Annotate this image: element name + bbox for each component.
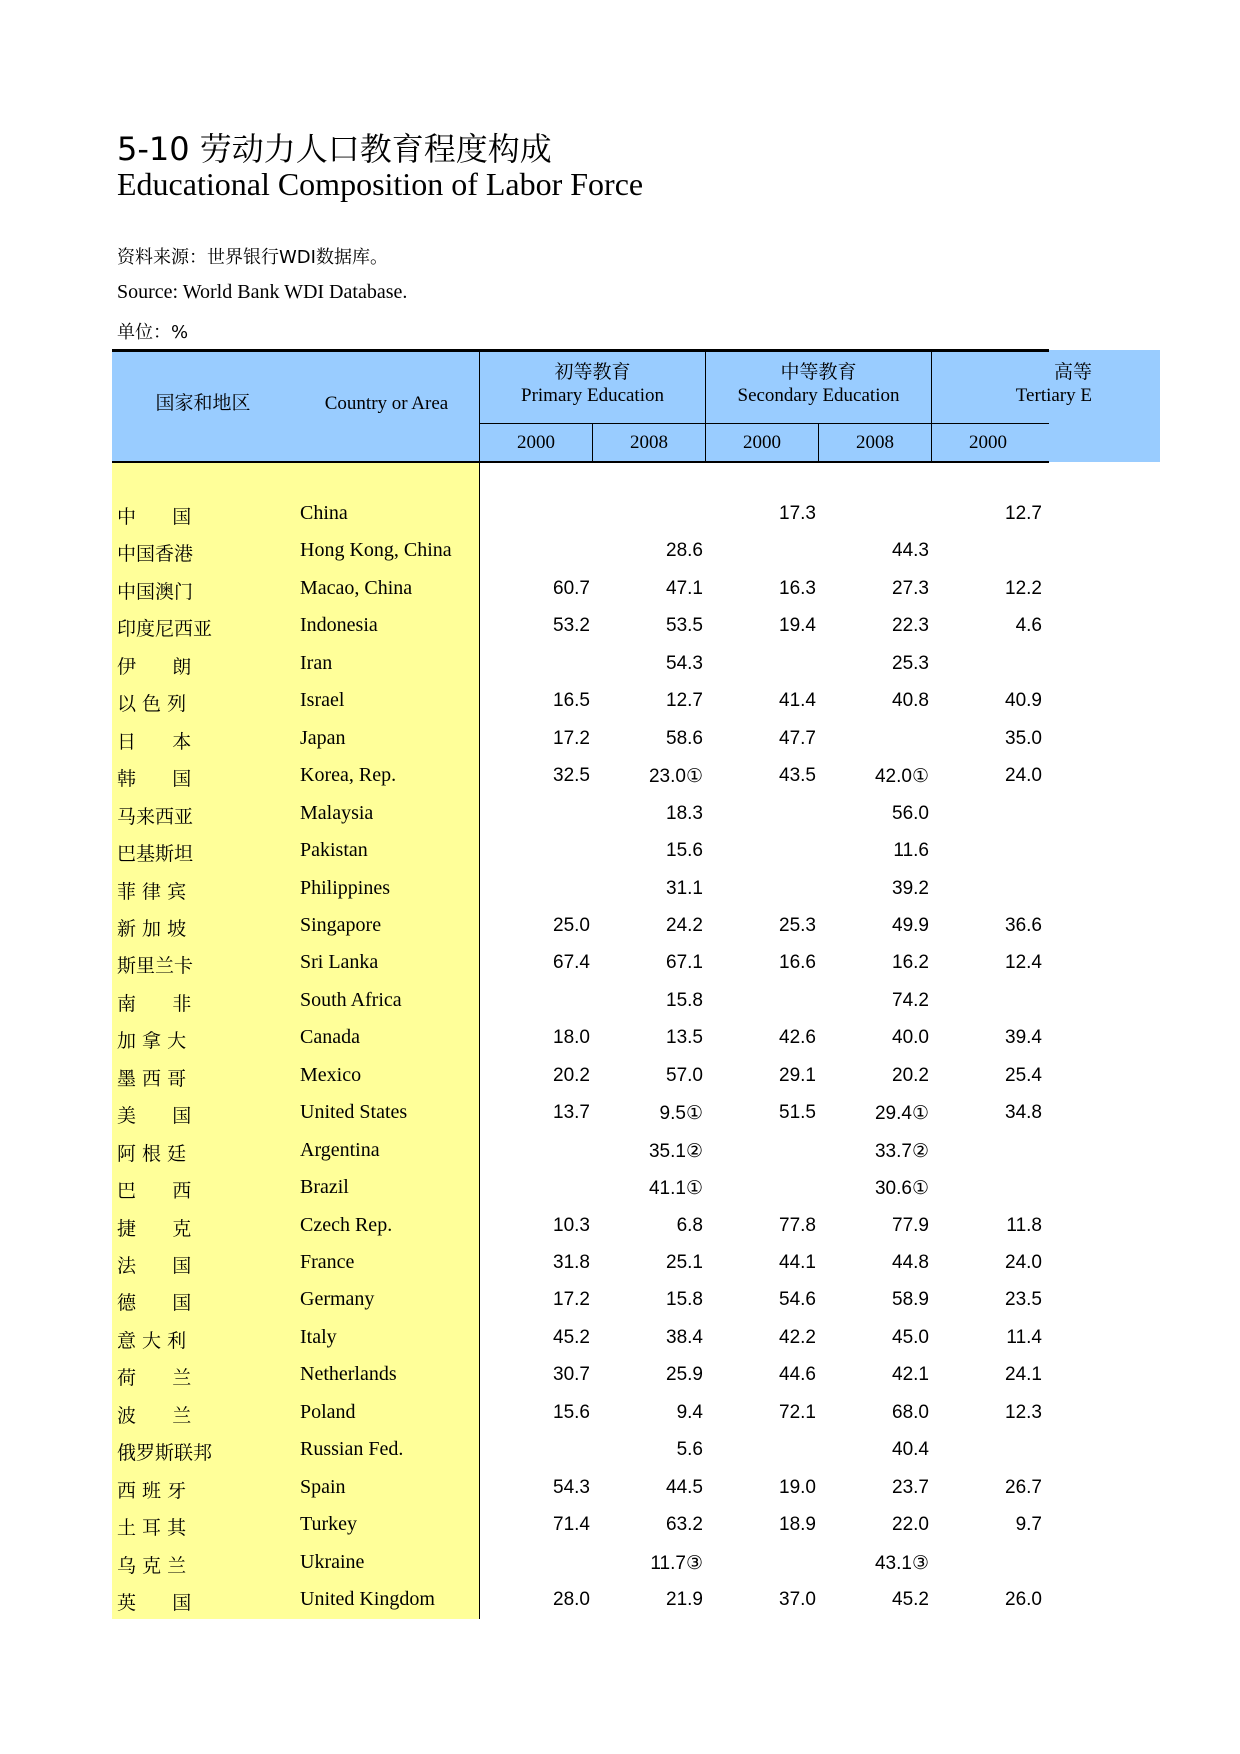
table-row (0, 684, 1240, 721)
row-region-cn: 西 班 牙 (117, 1479, 187, 1502)
row-value: 36.6 (1005, 914, 1042, 936)
row-value: 24.1 (1005, 1364, 1042, 1386)
source-note-en: Source: World Bank WDI Database. (117, 281, 408, 303)
row-value: 25.0 (553, 914, 590, 936)
table-row (0, 1358, 1240, 1395)
table-row (0, 797, 1240, 834)
row-value: 12.2 (1005, 577, 1042, 599)
row-value: 20.2 (553, 1064, 590, 1086)
row-value: 24.0 (1005, 765, 1042, 787)
table-row (0, 1471, 1240, 1508)
row-value: 11.8 (1006, 1214, 1042, 1236)
row-value: 41.1① (648, 1178, 703, 1200)
row-region-cn: 捷 克 (117, 1217, 192, 1240)
row-region-cn: 巴 西 (117, 1180, 192, 1203)
row-region-en: United Kingdom (300, 1588, 435, 1611)
row-value: 60.7 (553, 577, 590, 599)
row-value: 54.3 (553, 1476, 590, 1498)
row-region-en: Mexico (300, 1063, 362, 1086)
row-value: 23.5 (1005, 1289, 1042, 1311)
row-region-en: Japan (300, 726, 346, 749)
row-region-cn: 加 拿 大 (117, 1030, 187, 1053)
row-region-en: Netherlands (300, 1363, 397, 1386)
row-region-en: Spain (300, 1475, 346, 1498)
row-value: 10.3 (553, 1214, 590, 1236)
table-title-cn: 5-10 劳动力人口教育程度构成 (117, 130, 552, 168)
row-value: 19.0 (779, 1476, 816, 1498)
row-value: 44.1 (779, 1252, 816, 1273)
row-value: 21.9 (666, 1589, 703, 1611)
table-row (0, 722, 1240, 759)
row-region-cn: 南 非 (117, 992, 192, 1015)
row-value: 12.7 (1005, 503, 1042, 524)
row-region-en: China (300, 502, 348, 524)
row-value: 45.2 (892, 1589, 929, 1611)
table-row (0, 1583, 1240, 1620)
table-row (0, 909, 1240, 946)
table-row (0, 1321, 1240, 1358)
row-region-cn: 阿 根 廷 (117, 1142, 187, 1165)
row-value: 12.7 (666, 690, 703, 712)
row-value: 16.3 (779, 577, 816, 599)
header-region-cn: 国家和地区 (155, 392, 251, 414)
row-value: 28.6 (666, 540, 703, 562)
unit-note: 单位：% (117, 322, 189, 343)
row-region-en: Hong Kong, China (300, 539, 452, 562)
row-region-en: Sri Lanka (300, 951, 379, 974)
row-value: 15.8 (666, 1289, 703, 1311)
table-row (0, 1209, 1240, 1246)
row-value: 23.7 (892, 1476, 929, 1498)
row-value: 18.3 (666, 802, 703, 824)
row-value: 43.5 (779, 765, 816, 787)
row-region-cn: 乌 克 兰 (117, 1554, 187, 1577)
table-row (0, 1021, 1240, 1058)
row-region-cn: 土 耳 其 (117, 1517, 187, 1540)
row-value: 25.3 (779, 914, 816, 936)
row-region-en: Ukraine (300, 1550, 365, 1573)
row-region-en: South Africa (300, 988, 402, 1011)
table-title-en: Educational Composition of Labor Force (117, 166, 644, 202)
row-value: 22.3 (892, 615, 929, 637)
row-region-en: Korea, Rep. (300, 764, 397, 787)
row-region-cn: 墨 西 哥 (117, 1067, 187, 1090)
row-value: 67.1 (666, 952, 703, 974)
header-year: 2000 (969, 432, 1007, 453)
row-region-cn: 巴基斯坦 (117, 843, 194, 866)
row-region-en: Israel (300, 689, 345, 712)
row-value: 31.8 (553, 1252, 590, 1273)
row-region-cn: 意 大 利 (117, 1329, 187, 1352)
row-region-en: Indonesia (300, 614, 378, 637)
row-value: 44.8 (892, 1252, 929, 1273)
row-value: 77.9 (892, 1214, 929, 1236)
row-value: 16.5 (553, 690, 590, 712)
row-region-en: Philippines (300, 876, 391, 899)
row-region-cn: 俄罗斯联邦 (117, 1442, 213, 1465)
row-value: 40.8 (892, 690, 929, 712)
table-row (0, 872, 1240, 909)
row-region-en: Brazil (300, 1176, 349, 1199)
header-year: 2000 (517, 432, 555, 453)
row-value: 11.4 (1006, 1326, 1042, 1348)
row-region-en: Czech Rep. (300, 1213, 393, 1236)
row-value: 20.2 (892, 1064, 929, 1086)
row-region-cn: 以 色 列 (117, 693, 187, 716)
row-value: 42.6 (779, 1027, 816, 1049)
table-row (0, 1546, 1240, 1583)
row-value: 45.2 (553, 1326, 590, 1348)
row-value: 54.6 (779, 1289, 816, 1311)
row-value: 13.5 (666, 1027, 703, 1049)
row-value: 35.1② (648, 1140, 703, 1162)
row-region-en: Turkey (300, 1513, 358, 1536)
row-value: 32.5 (553, 765, 590, 787)
row-value: 77.8 (779, 1214, 816, 1236)
row-value: 19.4 (779, 615, 816, 637)
row-region-en: Macao, China (300, 576, 413, 599)
row-value: 42.0① (874, 766, 929, 788)
table-row (0, 1396, 1240, 1433)
row-value: 37.0 (779, 1589, 816, 1611)
row-region-en: Canada (300, 1026, 360, 1049)
source-note-cn: 资料来源：世界银行WDI数据库。 (117, 247, 388, 268)
row-value: 25.4 (1005, 1064, 1042, 1086)
table-row (0, 1171, 1240, 1208)
row-value: 16.6 (779, 952, 816, 974)
row-region-cn: 印度尼西亚 (117, 618, 213, 641)
row-value: 39.4 (1005, 1027, 1042, 1049)
row-value: 68.0 (892, 1401, 929, 1423)
row-value: 13.7 (553, 1102, 590, 1124)
row-value: 25.3 (892, 652, 929, 674)
table-row (0, 1508, 1240, 1545)
header-region-en: Country or Area (324, 393, 449, 414)
row-value: 29.1 (779, 1064, 816, 1086)
row-region-cn: 波 兰 (117, 1404, 192, 1427)
row-value: 30.7 (553, 1364, 590, 1386)
row-value: 47.1 (666, 577, 703, 599)
row-value: 23.0① (648, 766, 703, 788)
header-year: 2008 (630, 432, 668, 453)
row-value: 44.3 (892, 540, 929, 562)
row-value: 40.4 (892, 1439, 929, 1461)
row-value: 71.4 (553, 1514, 590, 1536)
row-value: 15.6 (666, 840, 703, 862)
table-row (0, 984, 1240, 1021)
row-value: 40.9 (1005, 690, 1042, 712)
row-region-cn: 中 国 (117, 506, 192, 528)
row-value: 9.7 (1015, 1514, 1042, 1536)
row-value: 31.1 (666, 877, 703, 899)
row-value: 49.9 (892, 914, 929, 936)
table-row (0, 1433, 1240, 1470)
row-region-en: France (300, 1251, 355, 1273)
table-row (0, 647, 1240, 684)
table-row (0, 534, 1240, 571)
row-value: 41.4 (779, 690, 816, 712)
row-value: 42.2 (779, 1326, 816, 1348)
row-region-en: Russian Fed. (300, 1438, 404, 1461)
table-row (0, 1134, 1240, 1171)
header-tertiary-clip (932, 350, 1092, 422)
row-region-cn: 菲 律 宾 (117, 880, 187, 903)
row-value: 58.6 (666, 727, 703, 749)
row-value: 12.3 (1005, 1401, 1042, 1423)
row-region-cn: 斯里兰卡 (117, 955, 194, 978)
row-value: 29.4① (874, 1103, 929, 1125)
header-year: 2000 (743, 432, 781, 453)
row-value: 11.6 (893, 840, 929, 862)
row-value: 63.2 (666, 1514, 703, 1536)
row-value: 47.7 (779, 727, 816, 749)
row-value: 24.0 (1005, 1252, 1042, 1273)
table-row (0, 1283, 1240, 1320)
row-value: 25.1 (666, 1252, 703, 1273)
row-region-cn: 马来西亚 (117, 805, 194, 828)
table-row (0, 1096, 1240, 1133)
row-value: 35.0 (1005, 727, 1042, 749)
row-region-en: Iran (300, 651, 333, 674)
row-region-en: Pakistan (300, 839, 368, 862)
table-row (0, 759, 1240, 796)
row-value: 18.9 (779, 1514, 816, 1536)
row-value: 4.6 (1015, 615, 1042, 637)
row-region-cn: 日 本 (117, 730, 192, 753)
row-value: 27.3 (892, 577, 929, 599)
row-value: 25.9 (666, 1364, 703, 1386)
row-value: 26.7 (1005, 1476, 1042, 1498)
table-row (0, 1059, 1240, 1096)
table-row (0, 834, 1240, 871)
row-region-en: Malaysia (300, 801, 374, 824)
row-value: 17.3 (779, 503, 816, 524)
row-value: 17.2 (553, 1289, 590, 1311)
row-region-en: Germany (300, 1288, 375, 1311)
row-value: 5.6 (676, 1439, 703, 1461)
row-value: 67.4 (553, 952, 590, 974)
header-year: 2008 (856, 432, 894, 453)
row-value: 17.2 (553, 727, 590, 749)
row-value: 58.9 (892, 1289, 929, 1311)
row-value: 54.3 (666, 652, 703, 674)
row-region-cn: 荷 兰 (117, 1367, 192, 1390)
row-value: 24.2 (666, 914, 703, 936)
row-value: 28.0 (553, 1589, 590, 1611)
row-value: 72.1 (779, 1401, 816, 1423)
row-value: 16.2 (892, 952, 929, 974)
row-value: 12.4 (1005, 952, 1042, 974)
row-value: 26.0 (1005, 1589, 1042, 1611)
row-value: 43.1③ (874, 1552, 929, 1574)
row-value: 18.0 (553, 1027, 590, 1049)
row-value: 44.6 (779, 1364, 816, 1386)
row-value: 57.0 (666, 1064, 703, 1086)
row-region-cn: 新 加 坡 (117, 917, 187, 940)
header-secondary-education: 中等教育 Secondary Education (737, 361, 900, 406)
row-region-en: Singapore (300, 913, 382, 936)
row-value: 33.7② (874, 1140, 929, 1162)
row-region-cn: 美 国 (117, 1105, 192, 1128)
row-region-cn: 伊 朗 (117, 655, 192, 678)
row-value: 9.4 (676, 1401, 703, 1423)
header-year-rule (479, 423, 1049, 424)
row-value: 22.0 (892, 1514, 929, 1536)
row-value: 11.7③ (650, 1552, 703, 1574)
row-value: 9.5① (659, 1103, 703, 1125)
row-value: 15.8 (666, 989, 703, 1011)
row-value: 39.2 (892, 877, 929, 899)
table-row (0, 1246, 1240, 1283)
row-value: 45.0 (892, 1326, 929, 1348)
row-value: 51.5 (779, 1102, 816, 1124)
row-value: 74.2 (892, 989, 929, 1011)
row-region-cn: 中国香港 (117, 543, 194, 566)
row-value: 40.0 (892, 1027, 929, 1049)
row-value: 53.2 (553, 615, 590, 637)
row-region-cn: 法 国 (117, 1255, 192, 1277)
row-region-en: United States (300, 1101, 408, 1124)
header-top-rule (112, 349, 1049, 352)
row-region-en: Poland (300, 1400, 356, 1423)
row-region-cn: 德 国 (117, 1292, 192, 1315)
row-value: 6.8 (676, 1214, 703, 1236)
row-value: 42.1 (892, 1364, 929, 1386)
row-value: 38.4 (666, 1326, 703, 1348)
row-value: 15.6 (553, 1401, 590, 1423)
row-region-en: Argentina (300, 1138, 380, 1161)
row-value: 30.6① (874, 1178, 929, 1200)
row-region-cn: 中国澳门 (117, 580, 194, 603)
table-row (0, 497, 1240, 534)
row-value: 53.5 (666, 615, 703, 637)
row-value: 56.0 (892, 802, 929, 824)
table-row (0, 946, 1240, 983)
table-row (0, 572, 1240, 609)
table-row (0, 609, 1240, 646)
header-primary-education: 初等教育 Primary Education (521, 361, 664, 406)
row-region-en: Italy (300, 1325, 337, 1348)
row-value: 34.8 (1005, 1102, 1042, 1124)
row-region-cn: 英 国 (117, 1592, 192, 1615)
row-region-cn: 韩 国 (117, 768, 192, 791)
row-value: 44.5 (666, 1476, 703, 1498)
header-tertiary-education: 高等 Tertiary E (1015, 361, 1092, 406)
